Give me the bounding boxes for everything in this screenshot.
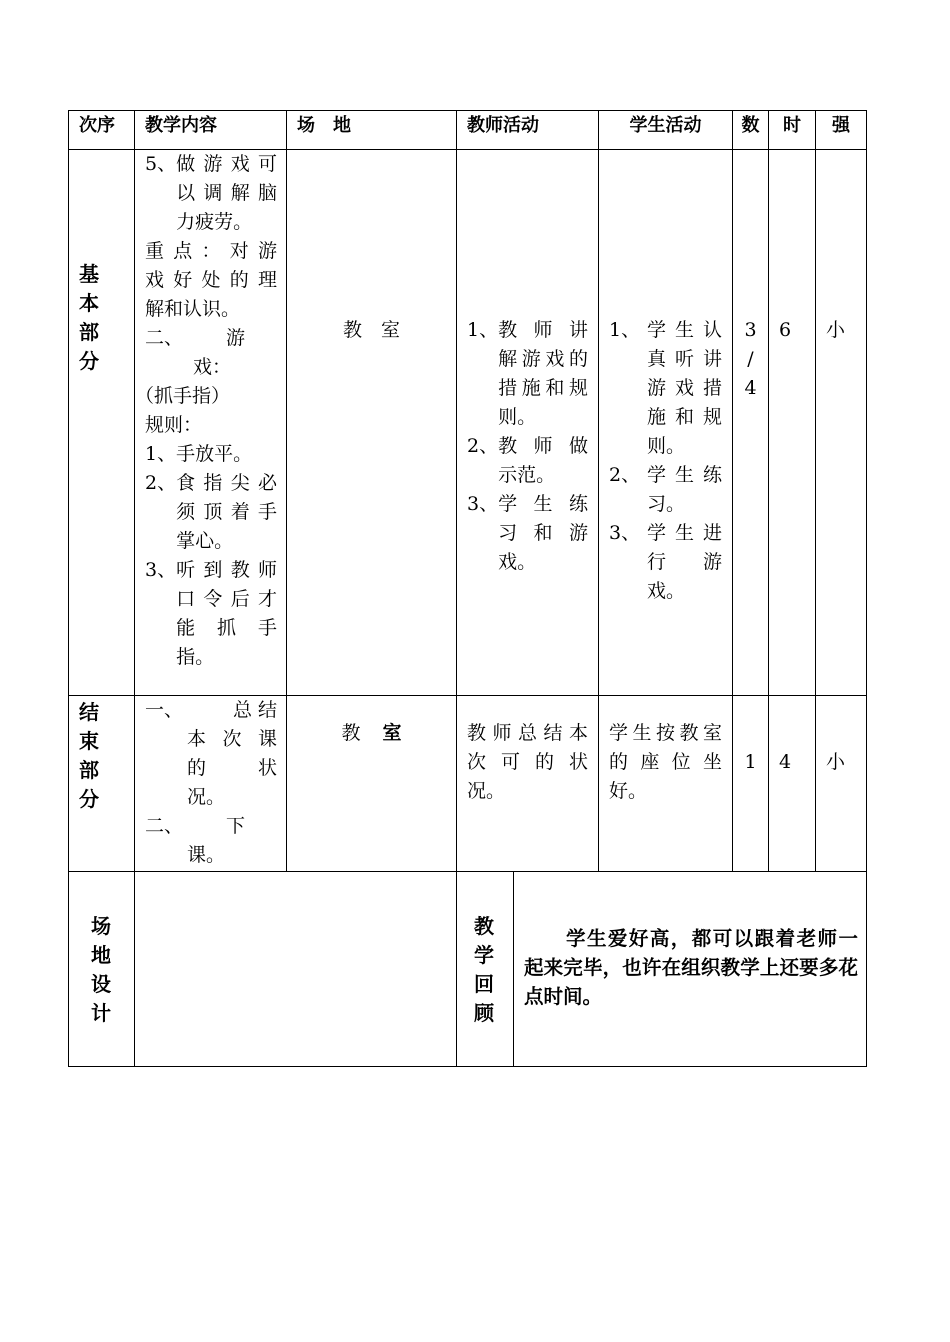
basic-time: 6 [769,150,816,696]
review-text: 学生爱好高，都可以跟着老师一起来完毕，也许在组织教学上还要多花点时间。 [514,872,867,1067]
teacher-item-1: 1、 教 师 讲 解游戏的 措施和规 则。 [467,319,588,428]
teacher-item-2: 2、 教 师 做 示范。 [467,435,588,486]
ending-time: 4 [769,696,816,872]
content-game: 二、 游 戏： [145,327,245,378]
focus-line: 重点：对游 [145,240,277,262]
basic-venue: 教 室 [287,150,457,696]
header-intensity: 强 [816,111,867,150]
focus-line: 解和认识。 [145,298,241,320]
ending-item-1: 一、 总 结 本 次 课 的 状 况。 [145,699,277,808]
header-order: 次序 [69,111,135,150]
rules-label: 规则： [145,414,203,436]
content-item-5: 5、 做游戏可 以调解脑 力疲劳。 [145,153,277,233]
design-row [69,872,867,1067]
header-student: 学生活动 [599,111,733,150]
rule-2: 2、 食指尖必 须顶着手 掌心。 [145,472,277,552]
rule-1: 1、 手放平。 [145,443,253,465]
header-venue: 场 地 [287,111,457,150]
ending-student: 学生按教室 的 座 位 坐 好。 [599,696,733,872]
ending-part-row [69,696,867,872]
focus-line: 戏好处的理 [145,269,277,291]
header-time: 时 [769,111,816,150]
ending-venue: 教 室 [287,696,457,872]
student-item-1: 1、 学生认 真听讲 游戏措 施和规 则。 [609,319,722,457]
ending-intensity: 小 [816,696,867,872]
ending-part-label: 结 束 部 分 [69,696,135,872]
ending-count: 1 [733,696,769,872]
design-label: 场 地 设 计 [69,872,135,1067]
basic-teacher-cell [457,150,599,696]
basic-student-cell [599,150,733,696]
teacher-item-3: 3、 学 生 练 习 和 游 戏。 [467,493,588,573]
ending-content-cell [135,696,287,872]
ending-teacher: 教师总结本 次 可 的 状 况。 [457,696,599,872]
header-content: 教学内容 [135,111,287,150]
rule-3: 3、 听到教师 口令后才 能 抓 手 指。 [145,559,277,668]
lesson-plan-table [68,110,867,1067]
review-label: 教 学 回 顾 [457,872,514,1067]
basic-intensity: 小 [816,150,867,696]
basic-count: 3 / 4 [733,150,769,696]
basic-part-row [69,150,867,696]
header-count: 数 [733,111,769,150]
basic-content-cell [135,150,287,696]
student-item-2: 2、 学生练 习。 [609,464,722,515]
header-row [69,111,867,150]
game-name: （抓手指） [135,385,231,407]
ending-item-2: 二、 下 课。 [145,815,245,866]
basic-part-label: 基 本 部 分 [69,150,135,696]
header-teacher: 教师活动 [457,111,599,150]
design-area [135,872,457,1067]
student-item-3: 3、 学生进 行 游 戏。 [609,522,722,602]
